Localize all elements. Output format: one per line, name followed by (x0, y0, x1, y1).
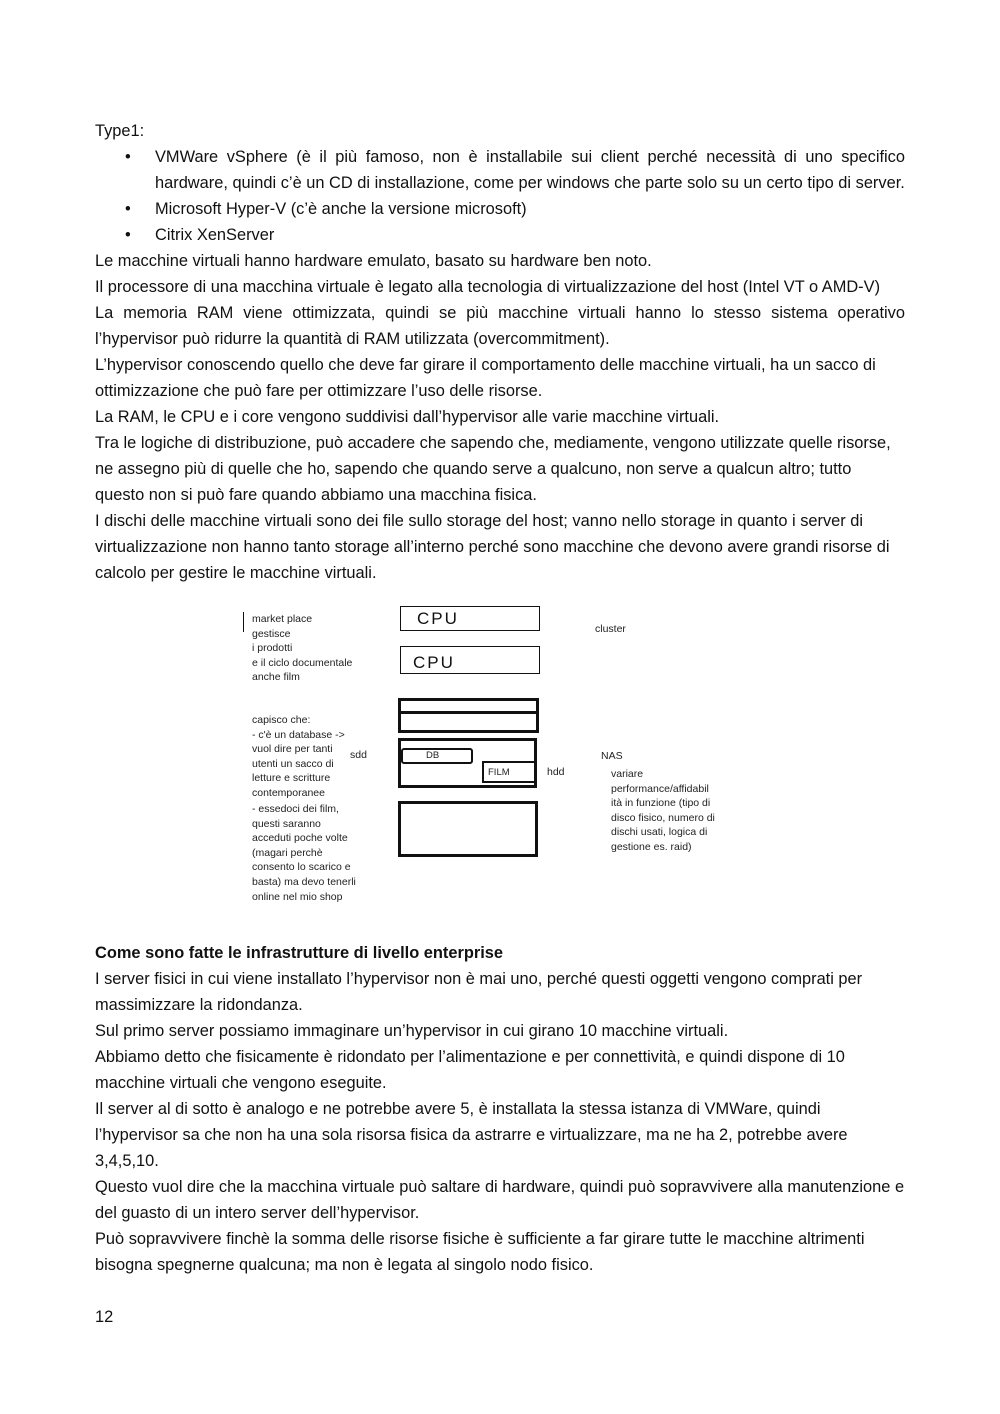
nas-box (398, 801, 538, 857)
server-divider (398, 711, 539, 714)
paragraph: La memoria RAM viene ottimizzata, quindi se più macchine virtuali hanno lo stesso sistema operativo l’hypervisor può ridurre la quantità di RAM utilizzata (overcommitment). (95, 304, 905, 348)
list-item: • VMWare vSphere (è il più famoso, non è installabile sui client perché necessità di uno specifico hardware, quindi c’è un CD di installazione, come per windows che parte solo su un certo tipo di server. (155, 144, 905, 196)
nas-label: NAS (601, 750, 623, 762)
note-capisco: capisco che: - c'è un database -> vuol dire per tanti utenti un sacco di letture e scritture contemporanee (252, 714, 345, 799)
paragraph: Abbiamo detto che fisicamente è ridondato per l’alimentazione e per connettività, e quindi dispone di 10 macchine virtuali che vengono eseguite. (95, 1048, 845, 1092)
film-label: FILM (488, 767, 510, 778)
paragraph: Tra le logiche di distribuzione, può accadere che sapendo che, mediamente, vengono utilizzate quelle risorse, ne assegno più di quelle che ho, sapendo che quando serve a qualcuno, non serve a qualcun altro; tutto questo non si può fare quando abbiamo una macchina fisica. (95, 434, 891, 504)
hypervisor-list (95, 144, 905, 248)
paragraph: I server fisici in cui viene installato l’hypervisor non è mai uno, perché questi oggetti vengono comprati per massimizzare la ridondanza. (95, 970, 863, 1014)
paragraph: Il processore di una macchina virtuale è legato alla tecnologia di virtualizzazione del host (Intel VT o AMD-V) (95, 278, 881, 296)
paragraph: Questo vuol dire che la macchina virtuale può saltare di hardware, quindi può sopravvivere alla manutenzione e del guasto di un intero server dell’hypervisor. (95, 1178, 905, 1222)
paragraph: Il server al di sotto è analogo e ne potrebbe avere 5, è installata la stessa istanza di VMWare, quindi l’hypervisor sa che non ha una sola risorsa fisica da astrarre e virtualizzare, ma ne ha 2, potrebbe avere 3,4,5,10. (95, 1100, 848, 1170)
section-heading: Come sono fatte le infrastrutture di livello enterprise (95, 944, 504, 962)
type1-label: Type1: (95, 122, 145, 140)
paragraph: La RAM, le CPU e i core vengono suddivisi dall’hypervisor alle varie macchine virtuali. (95, 408, 720, 426)
sdd-label: sdd (350, 749, 367, 761)
nas-note: variare performance/affidabil ità in funzione (tipo di disco fisico, numero di dischi usati, logica di gestione es. raid) (611, 768, 715, 853)
list-item: • Citrix XenServer (155, 222, 905, 248)
paragraph: Le macchine virtuali hanno hardware emulato, basato su hardware ben noto. (95, 252, 652, 270)
cluster-label: cluster (595, 623, 626, 635)
paragraph: Può sopravvivere finchè la somma delle risorse fisiche è sufficiente a far girare tutte le macchine altrimenti bisogna spegnerne qualcuna; ma non è legata al singolo nodo fisico. (95, 1230, 865, 1274)
storage-sketch-diagram (95, 598, 905, 930)
page-number: 12 (95, 1308, 114, 1326)
document-page (95, 118, 905, 1278)
paragraph: L’hypervisor conoscendo quello che deve far girare il comportamento delle macchine virtuali, ha un sacco di ottimizzazione che può fare per ottimizzare l’uso delle risorse. (95, 356, 876, 400)
cpu-scribble-1: CPU (417, 609, 459, 628)
paragraph: Sul primo server possiamo immaginare un’hypervisor in cui girano 10 macchine virtuali. (95, 1022, 729, 1040)
hdd-label: hdd (547, 766, 565, 778)
note-essedoci: - essedoci dei film, questi saranno acceduti poche volte (magari perchè consento lo scarico e basta) ma devo tenerli online nel mio shop (252, 803, 356, 903)
list-item: • Microsoft Hyper-V (c’è anche la versione microsoft) (155, 196, 905, 222)
margin-bar (243, 612, 244, 632)
paragraph: I dischi delle macchine virtuali sono dei file sullo storage del host; vanno nello storage in quanto i server di virtualizzazione non hanno tanto storage all’interno perché sono macchine che devono avere grandi risorse di calcolo per gestire le macchine virtuali. (95, 512, 890, 582)
db-label: DB (426, 750, 440, 761)
server-box (398, 698, 539, 733)
note-marketplace: market place gestisce i prodotti e il ciclo documentale anche film (252, 613, 353, 684)
cpu-scribble-2: CPU (413, 653, 455, 672)
